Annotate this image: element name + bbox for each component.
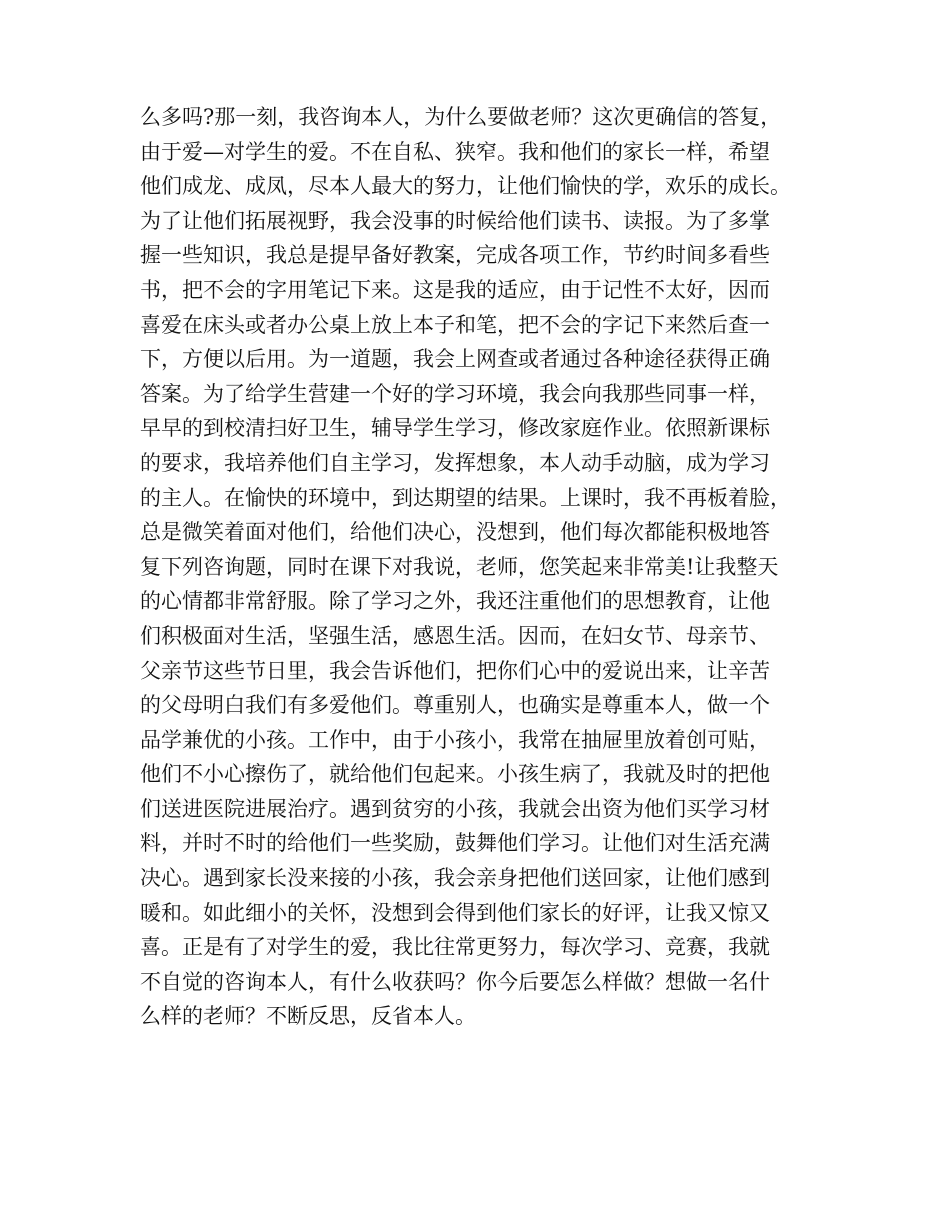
text-line: 喜。正是有了对学生的爱，我比往常更努力，每次学习、竞赛，我就 — [140, 935, 770, 960]
text-line: 为了让他们拓展视野，我会没事的时候给他们读书、读报。为了多掌 — [140, 208, 770, 233]
text-line: 他们成龙、成凤，尽本人最大的努力，让他们愉快的学，欢乐的成长。 — [140, 174, 791, 199]
text-line: 由于爱—对学生的爱。不在自私、狭窄。我和他们的家长一样，希望 — [140, 139, 770, 164]
text-line: 暖和。如此细小的关怀，没想到会得到他们家长的好评，让我又惊又 — [140, 900, 770, 925]
text-line: 的心情都非常舒服。除了学习之外，我还注重他们的思想教育，让他 — [140, 589, 770, 614]
text-line: 们积极面对生活，坚强生活，感恩生活。因而，在妇女节、母亲节、 — [140, 623, 770, 648]
text-line: 书，把不会的字用笔记下来。这是我的适应，由于记性不太好，因而 — [140, 277, 770, 302]
text-line: 下，方便以后用。为一道题，我会上网查或者通过各种途径获得正确 — [140, 347, 770, 372]
text-line: 握一些知识，我总是提早备好教案，完成各项工作，节约时间多看些 — [140, 243, 770, 268]
text-line: 答案。为了给学生营建一个好的学习环境，我会向我那些同事一样， — [140, 381, 770, 406]
text-line: 复下列咨询题，同时在课下对我说，老师，您笑起来非常美!让我整天 — [140, 554, 779, 579]
text-line: 品学兼优的小孩。工作中，由于小孩小，我常在抽屉里放着创可贴， — [140, 727, 770, 752]
text-line: 决心。遇到家长没来接的小孩，我会亲身把他们送回家，让他们感到 — [140, 866, 770, 891]
body-text — [140, 100, 840, 1034]
text-line: 父亲节这些节日里，我会告诉他们，把你们心中的爱说出来，让辛苦 — [140, 658, 770, 683]
text-line: 们送进医院进展治疗。遇到贫穷的小孩，我就会出资为他们买学习材 — [140, 796, 770, 821]
text-line: 的要求，我培养他们自主学习，发挥想象，本人动手动脑，成为学习 — [140, 450, 770, 475]
text-line: 么样的老师？不断反思，反省本人。 — [140, 1004, 476, 1029]
text-line: 总是微笑着面对他们，给他们决心，没想到，他们每次都能积极地答 — [140, 520, 770, 545]
text-line: 不自觉的咨询本人，有什么收获吗？你今后要怎么样做？想做一名什 — [140, 969, 770, 994]
text-line: 的主人。在愉快的环境中，到达期望的结果。上课时，我不再板着脸， — [140, 485, 791, 510]
text-line: 么多吗?那一刻，我咨询本人，为什么要做老师？这次更确信的答复， — [140, 105, 782, 129]
text-line: 的父母明白我们有多爱他们。尊重别人，也确实是尊重本人，做一个 — [140, 693, 770, 718]
text-line: 料，并时不时的给他们一些奖励，鼓舞他们学习。让他们对生活充满 — [140, 831, 770, 856]
text-line: 早早的到校清扫好卫生，辅导学生学习，修改家庭作业。依照新课标 — [140, 416, 770, 441]
text-line: 他们不小心擦伤了，就给他们包起来。小孩生病了，我就及时的把他 — [140, 762, 770, 787]
text-line: 喜爱在床头或者办公桌上放上本子和笔，把不会的字记下来然后查一 — [140, 312, 770, 337]
